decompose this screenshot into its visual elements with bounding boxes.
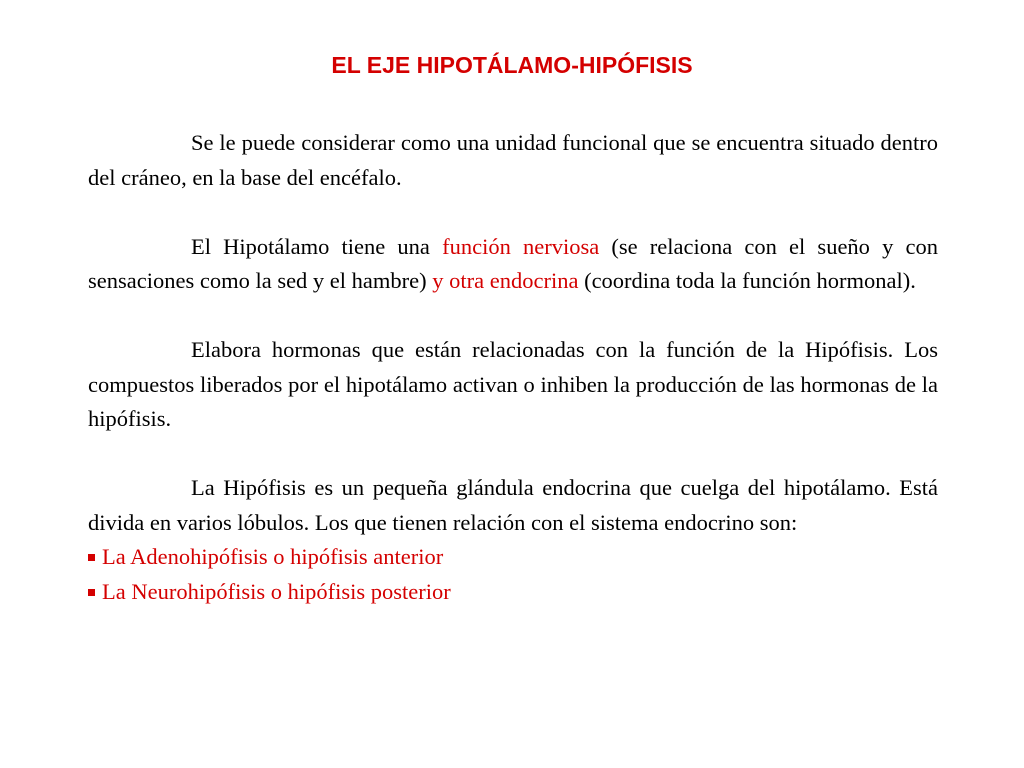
highlight-endocrine-function: y otra endocrina [432, 268, 579, 293]
list-item-text: La Neurohipófisis o hipófisis posterior [102, 578, 451, 604]
paragraph-text: (se relaciona con el sueño y con sensaciones como la sed y el hambre) [88, 233, 938, 293]
paragraph-hormones: Elabora hormonas que están relacionadas con la función de la Hipófisis. Los compuestos liberados por el hipotálamo activan o inhiben la producción de las hormonas de la hipófisis. [88, 337, 938, 431]
paragraph-hypothalamus-functions [88, 230, 938, 299]
square-bullet-icon [88, 589, 95, 596]
list-item-text: La Adenohipófisis o hipófisis anterior [102, 544, 444, 569]
list-item [88, 575, 938, 610]
square-bullet-icon [88, 554, 95, 561]
slide-title: EL EJE HIPOTÁLAMO-HIPÓFISIS [331, 52, 693, 78]
slide-body [88, 126, 938, 609]
highlight-nervous-function: función nerviosa [442, 233, 600, 259]
paragraph-definition: Se le puede considerar como una unidad funcional que se encuentra situado dentro del cráneo, en la base del encéfalo. [88, 130, 938, 190]
paragraph-text: (coordina toda la función hormonal). [578, 268, 916, 293]
paragraph-pituitary: La Hipófisis es un pequeña glándula endocrina que cuelga del hipotálamo. Está divida en varios lóbulos. Los que tienen relación con el sistema endocrino son: [88, 475, 938, 535]
paragraph-text: El Hipotálamo tiene una [191, 233, 443, 259]
pituitary-lobes-list [88, 540, 938, 609]
list-item [88, 540, 938, 575]
